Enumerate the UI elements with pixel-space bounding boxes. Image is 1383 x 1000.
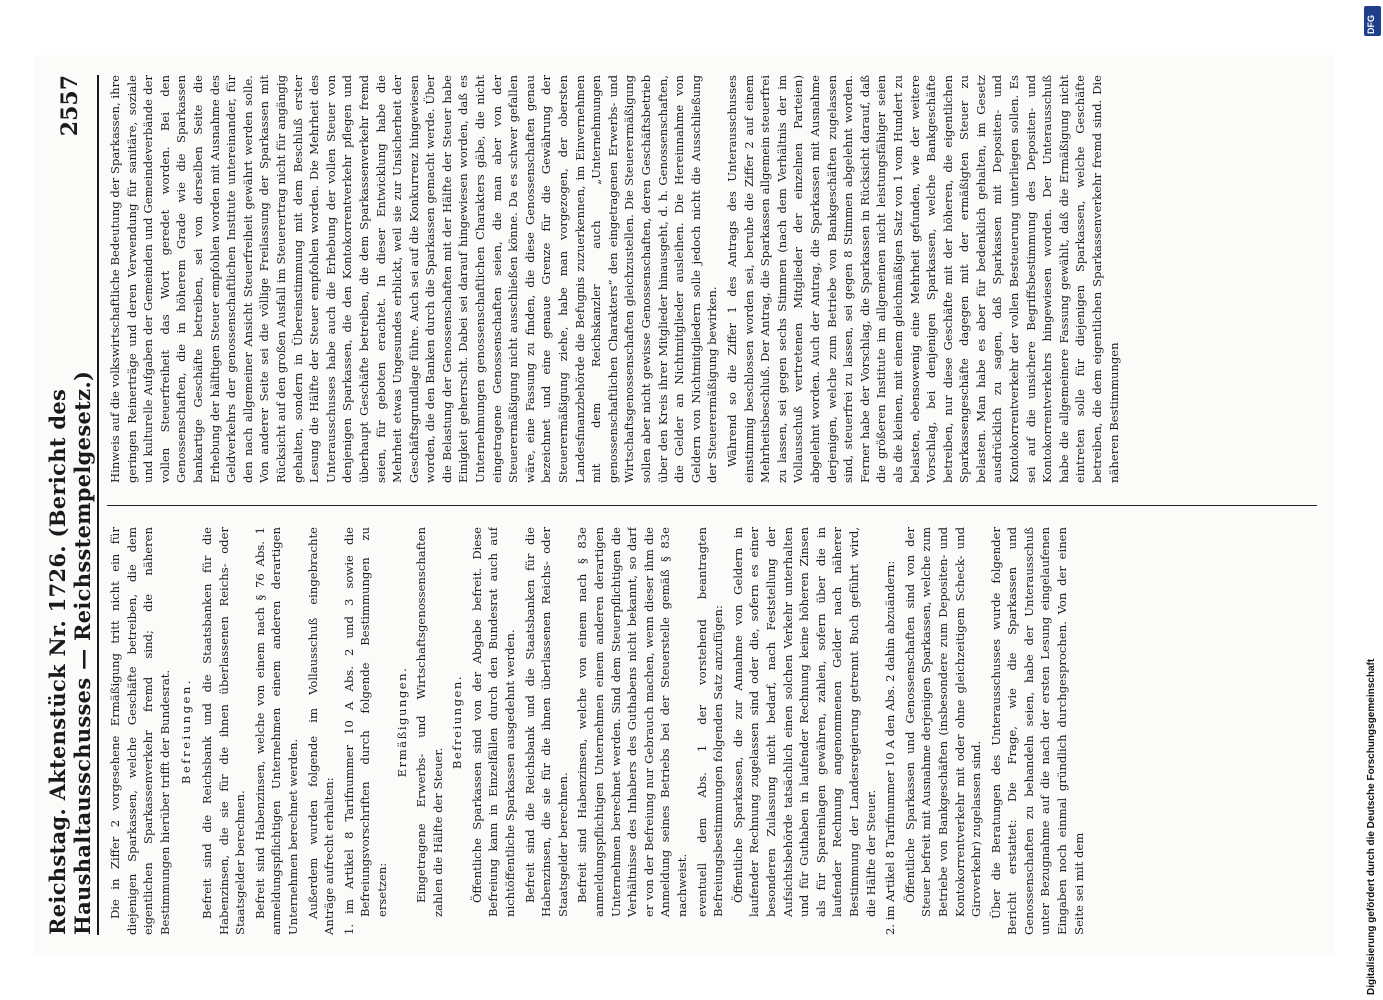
dfg-logo-label: DFG — [1366, 15, 1376, 34]
paragraph: Öffentliche Sparkassen und Genossenschaften sind von der Steuer befreit mit Ausnahme derjenigen Sparkassen, welche zum Betriebe von Bankgeschäften (insbesondere zum Depositen- und Kontokorrentverkehr mit oder ohne gleichzeitigem Scheck- und Giroverkehr) zugelassen sind. — [902, 527, 984, 917]
paragraph: Befreit sind die Reichsbank und die Staatsbanken für die Habenzinsen, die sie für die ihnen überlassenen Reichs- oder Staatsgelder berechnen. — [522, 527, 570, 917]
numbered-item: 1. im Artikel 8 Tarifnummer 10 A Abs. 2 und 3 sowie die Befreiungsvorschriften durch folgende Bestimmungen zu ersetzen: — [341, 527, 389, 935]
paragraph: Die in Ziffer 2 vorgesehene Ermäßigung tritt nicht ein für diejenigen Sparkassen, welche Geschäfte betreiben, die dem eigentlichen Sparkassenverkehr fremd sind; die näheren Bestimmungen hierüber trifft der Bundesrat. — [108, 527, 172, 935]
running-title: Reichstag. Aktenstück Nr. 1726. (Bericht des Haushaltausschusses — Reichsstempelgesetz.) — [45, 370, 95, 935]
paragraph: Befreit sind Habenzinsen, welche von einem nach § 83e anmeldungspflichtigen Unternehmen einem anderen derartigen Unternehmen berechnet werden. Sind dem Steuerpflichtigen die Verhältnisse des Inhabers des Guthabens nicht bekannt, so darf er von der Befreiung nur Gebrauch machen, wenn dieser ihm die Anmeldung seines Betriebs bei der Steuerstelle gemäß § 83e nachweist. — [575, 527, 689, 917]
paragraph: Während so die Ziffer 1 des Antrags des Unterausschusses einstimmig beschlossen worden sei, beruhe die Ziffer 2 auf einem Mehrheitsbeschluß. Der Antrag, die Sparkassen allgemein steuerfrei zu lassen, sei gegen sechs Stimmen (nach dem Verhältnis der im Vollausschuß vertretenen Mitglieder der einzelnen Parteien) abgelehnt worden. Auch der Antrag, die Sparkassen mit Ausnahme derjenigen, welche zum Betriebe von Bankgeschäften zugelassen sind, steuerfrei zu lassen, sei gegen 8 Stimmen abgelehnt worden. Ferner habe der Vorschlag, die Sparkassen in Rücksicht darauf, daß die größeren Institute im allgemeinen nicht leistungsfähiger seien als die kleinen, mit einem gleichmäßigen Satz von 1 vom Hundert zu belasten, ebensowenig eine Mehrheit gefunden, wie der weitere Vorschlag, bei denjenigen Sparkassen, welche Bankgeschäfte betreiben, nur diese Geschäfte mit der höheren, die eigentlichen Sparkassengeschäfte dagegen mit der ermäßigten Steuer zu belasten. Man habe es aber für bedenklich gehalten, im Gesetz ausdrücklich zu sagen, daß Sparkassen mit Depositen- und Kontokorrentverkehr der vollen Besteuerung unterliegen sollen. Es sei auf die unsichere Begriffsbestimmung des Depositen- und Kontokorrentverkehrs hingewiesen worden. Der Unterausschuß habe die allgemeinere Fassung gewählt, daß die Ermäßigung nicht eintreten solle für diejenigen Sparkassen, welche Geschäfte betreiben, die dem eigentlichen Sparkassenverkehr fremd sind. Die näheren Bestimmungen — [724, 75, 1121, 483]
rotated-document-page — [35, 55, 1335, 955]
page-header — [43, 75, 99, 935]
paragraph: Eingetragene Erwerbs- und Wirtschaftsgenossenschaften zahlen die Hälfte der Steuer. — [414, 527, 445, 917]
section-heading: Befreiungen. — [450, 674, 465, 770]
dfg-logo-icon — [1364, 6, 1381, 36]
paragraph: eventuell dem Abs. 1 der vorstehend beantragten Befreiungsbestimmungen folgenden Satz anzufügen: — [694, 527, 726, 917]
paragraph: Öffentliche Sparkassen sind von der Abgabe befreit. Diese Befreiung kann in Einzelfällen durch den Bundesrat auch auf nichtöffentliche Sparkassen ausgedehnt werden. — [469, 527, 518, 917]
column-divider — [107, 505, 1317, 506]
left-text-column — [107, 527, 1322, 935]
paragraph: Öffentliche Sparkassen, die zur Annahme von Geldern in laufender Rechnung zugelassen sind oder die, sofern es einer besonderen Zulassung nicht bedarf, nach Feststellung der Aufsichtsbehörde tatsächlich einen solchen Verkehr unterhalten und für Guthaben in laufender Rechnung keine höheren Zinsen als für Spareinlagen gewähren, zahlen, sofern über die in laufender Rechnung angenommenen Gelder nach näherer Bestimmung der Landesregierung getrennt Buch geführt wird, die Hälfte der Steuer. — [730, 527, 878, 917]
section-heading: Befreiungen. — [179, 677, 194, 785]
paragraph: Hinweis auf die volkswirtschaftliche Bedeutung der Sparkassen, ihre geringen Reinerträge und deren Verwendung für sanitäre, soziale und kulturelle Aufgaben der Gemeinden und Gemeindeverbände der vollen Steuerfreiheit das Wort geredet worden. Bei den Genossenschaften, die in höherem Grade wie die Sparkassen bankartige Geschäfte betreiben, sei von derselben Seite die Erhebung der hälftigen Steuer empfohlen worden mit Ausnahme des Geldverkehrs der genossenschaftlichen Institute untereinander, für den nach allgemeiner Ansicht Steuerfreiheit gewährt werden solle. Von anderer Seite sei die völlige Freilassung der Sparkassen mit Rücksicht auf den großen Ausfall im Steuerertrag nicht für angängig gehalten, sondern in Übereinstimmung mit dem Beschluß erster Lesung die Hälfte der Steuer empfohlen worden. Die Mehrheit des Unterausschusses habe auch die Erhebung der vollen Steuer von denjenigen Sparkassen, die den Kontokorrentverkehr pflegen und überhaupt Geschäfte betreiben, die dem Sparkassenverkehr fremd seien, für geboten erachtet. In dieser Entwicklung habe die Mehrheit etwas Ungesundes erblickt, weil sie zur Unsicherheit der Geschäftsgrundlage führe. Auch sei auf die Konkurrenz hingewiesen worden, die den Banken durch die Sparkassen gemacht werde. Über die Belastung der Genossenschaften mit der Hälfte der Steuer habe Einigkeit geherrscht. Dabei sei darauf hingewiesen worden, daß es Unternehmungen genossenschaftlichen Charakters gäbe, die nicht eingetragene Genossenschaften seien, die man aber von der Steuerermäßigung nicht ausschließen könne. Da es schwer gefallen wäre, eine Fassung zu finden, die diese Genossenschaften genau bezeichnet und eine genaue Grenze für die Gewährung der Steuerermäßigung ziehe, habe man vorgezogen, der obersten Landesfinanzbehörde die Befugnis zuzuerkennen, im Einvernehmen mit dem Reichskanzler auch „Unternehmungen genossenschaftlichen Charakters“ den eingetragenen Erwerbs- und Wirtschaftsgenossenschaften gleichzustellen. Die Steuerermäßigung sollen aber nicht gewisse Genossenschaften, deren Geschäftsbetrieb über den Kreis ihrer Mitglieder hinausgeht, d. h. Genossenschaften, die Gelder an Nichtmitglieder ausleihen. Die Hereinnahme von Geldern von Nichtmitgliedern solle jedoch nicht die Ausschließung der Steuerermäßigung bewirken. — [108, 75, 720, 483]
numbered-item: 2. im Artikel 8 Tarifnummer 10 A den Abs. 2 dahin abzuändern: — [883, 560, 898, 935]
section-heading: Ermäßigungen. — [394, 666, 409, 778]
paragraph: Über die Beratungen des Unterausschusses wurde folgender Bericht erstattet: Die Frage, wie die Sparkassen und Genossenschaften zu behandeln seien, habe der Unterausschuß unter Bezugnahme auf die nach der ersten Lesung eingelaufenen Eingaben noch einmal gründlich durchgesprochen. Von der einen Seite sei mit dem — [988, 527, 1086, 935]
digitization-credit — [1350, 20, 1380, 1000]
credit-text: Digitalisierung gefördert durch die Deutsche Forschungsgemeinschaft — [1366, 658, 1377, 995]
page-number: 2557 — [57, 75, 83, 137]
paragraph: Befreit sind Habenzinsen, welche von einem nach § 76 Abs. 1 anmeldungspflichtigen Unternehmen einem anderen derartigen Unternehmen berechnet werden. — [252, 527, 300, 935]
right-text-column — [107, 75, 1322, 483]
paragraph: Außerdem wurden folgende im Vollausschuß eingebrachte Anträge aufrecht erhalten: — [305, 527, 337, 935]
paragraph: Befreit sind die Reichsbank und die Staatsbanken für die Habenzinsen, die sie für die ihnen überlassenen Reichs- oder Staatsgelder berechnen. — [199, 527, 248, 935]
